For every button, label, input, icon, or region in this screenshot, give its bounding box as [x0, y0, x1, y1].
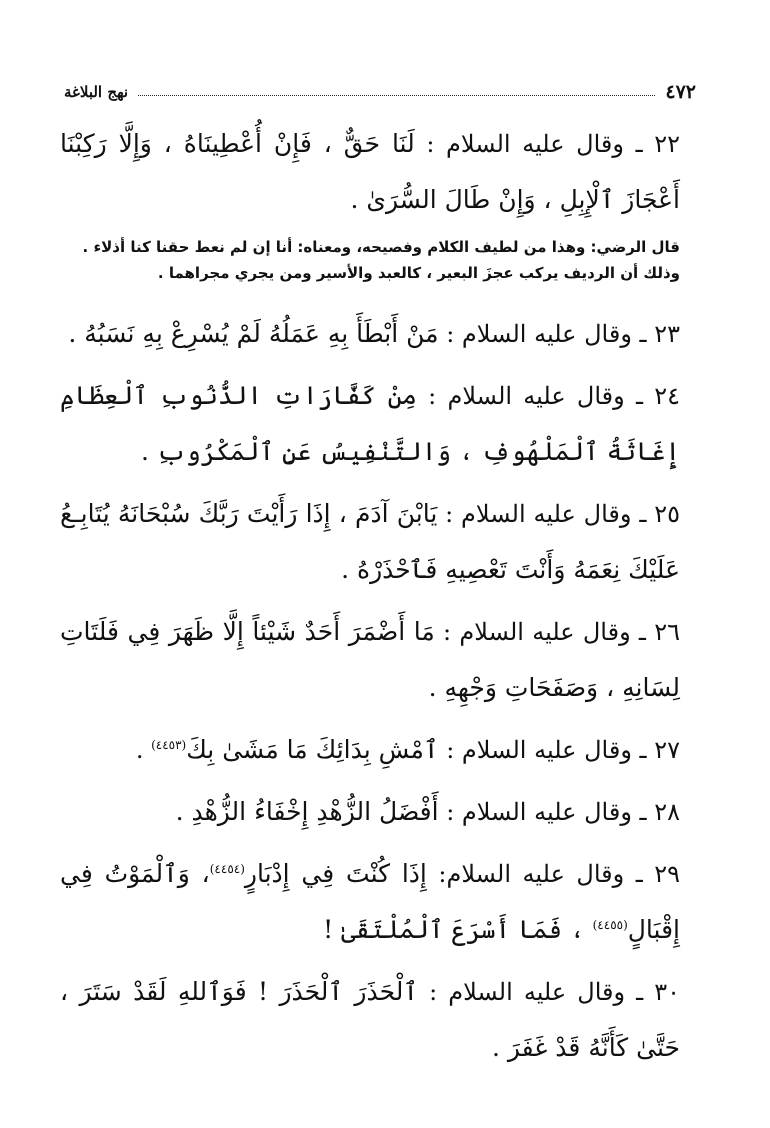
saying-number: ٢٥	[654, 500, 680, 528]
saying-intro: ـ وقال عليه السلام :	[418, 978, 655, 1006]
saying-intro: ـ وقال عليه السلام:	[426, 860, 655, 888]
saying-30	[60, 964, 680, 1076]
saying-number: ٢٦	[654, 618, 680, 646]
saying-25	[60, 486, 680, 598]
saying-28	[60, 784, 680, 840]
saying-quote: مَنْ أَبْطَأَ بِهِ عَمَلُهُ لَمْ يُسْرِعْ بِهِ نَسَبُهُ .	[68, 319, 439, 348]
saying-number: ٢٢	[654, 130, 681, 158]
saying-quote-end: ، فَمَا أَسْرَعَ ٱلْمُلْتَقَىٰ !	[323, 915, 593, 944]
page-number: ٤٧٢	[665, 81, 696, 103]
footnote-ref[interactable]: (٤٤٥٣)	[151, 738, 187, 752]
footnote-ref[interactable]: (٤٤٥٤)	[209, 862, 245, 876]
saying-number: ٣٠	[654, 978, 680, 1006]
saying-number: ٢٧	[654, 736, 680, 764]
book-title: نهج البلاغة	[64, 83, 129, 101]
saying-quote-end: .	[135, 736, 152, 764]
running-header	[64, 80, 696, 104]
header-dotted-rule	[138, 95, 655, 96]
saying-27	[60, 722, 680, 778]
saying-24	[60, 368, 680, 480]
saying-intro: ـ وقال عليه السلام :	[434, 618, 655, 646]
saying-number: ٢٩	[654, 860, 681, 888]
saying-quote: مِنْ كَفَّارَاتِ الذُّنُوبِ ٱلْعِظَامِ إِغَاثَةُ ٱلْمَلْهُوفِ ، وَالتَّنْفِيسُ عَنِ ٱلْمَكْرُوبِ .	[60, 381, 680, 466]
saying-quote: يَابْنَ آدَمَ ، إِذَا رَأَيْتَ رَبَّكَ سُبْحَانَهُ يُتَابِـعُ عَلَيْكَ نِعَمَهُ وَأَنْتَ تَعْصِيهِ فَٱحْذَرْهُ .	[60, 499, 680, 584]
footnote-ref[interactable]: (٤٤٥٥)	[592, 918, 628, 932]
saying-number: ٢٣	[654, 320, 680, 348]
saying-22	[60, 116, 680, 228]
saying-intro: ـ وقال عليه السلام :	[438, 798, 655, 826]
saying-26	[60, 604, 680, 716]
saying-quote: لَنَا حَقٌّ ، فَإِنْ أُعْطِينَاهُ ، وَإِلَّا رَكِبْنَا أَعْجَازَ ٱلْإِبِلِ ، وَإِنْ طَالَ السُّرَىٰ .	[60, 129, 680, 214]
saying-23	[60, 306, 680, 362]
commentary-line: وذلك أن الرديف يركب عجزَ البعير ، كالعبد والأسير ومن يجري مجراهما .	[157, 264, 680, 282]
commentary-al-radi	[60, 234, 680, 286]
saying-quote: ٱمْشِ بِدَائِكَ مَا مَشَىٰ بِكَ	[186, 735, 439, 764]
saying-intro: ـ وقال عليه السلام :	[437, 500, 655, 528]
saying-intro: ـ وقال عليه السلام :	[416, 382, 655, 410]
saying-quote: مَا أَضْمَرَ أَحَدٌ شَيْئاً إِلَّا ظَهَرَ فِي فَلَتَاتِ لِسَانِهِ ، وَصَفَحَاتِ وَجْهِهِ .	[60, 617, 680, 702]
saying-intro: ـ وقال عليه السلام :	[438, 736, 655, 764]
saying-29	[60, 846, 680, 958]
saying-number: ٢٨	[654, 798, 680, 826]
saying-intro: ـ وقال عليه السلام :	[438, 320, 655, 348]
saying-quote: أَفْضَلُ الزُّهْدِ إِخْفَاءُ الزُّهْدِ .	[175, 797, 439, 826]
saying-quote: إِذَا كُنْتَ فِي إِدْبَارٍ	[244, 859, 427, 888]
saying-quote-mid: ، وَٱلْمَوْتُ فِي إِقْبَالٍ	[60, 859, 680, 944]
page-content	[60, 116, 680, 1106]
saying-intro: ـ وقال عليه السلام :	[414, 130, 655, 158]
commentary-line: قال الرضي: وهذا من لطيف الكلام وفصيحه، ومعناه: أنا إن لم نعط حقنا كنا أذلاء .	[82, 238, 680, 256]
saying-number: ٢٤	[654, 382, 681, 410]
saying-quote: ٱلْحَذَرَ ٱلْحَذَرَ ! فَوَٱللهِ لَقَدْ سَتَرَ ، حَتَّىٰ كَأَنَّهُ قَدْ غَفَرَ .	[60, 977, 680, 1062]
